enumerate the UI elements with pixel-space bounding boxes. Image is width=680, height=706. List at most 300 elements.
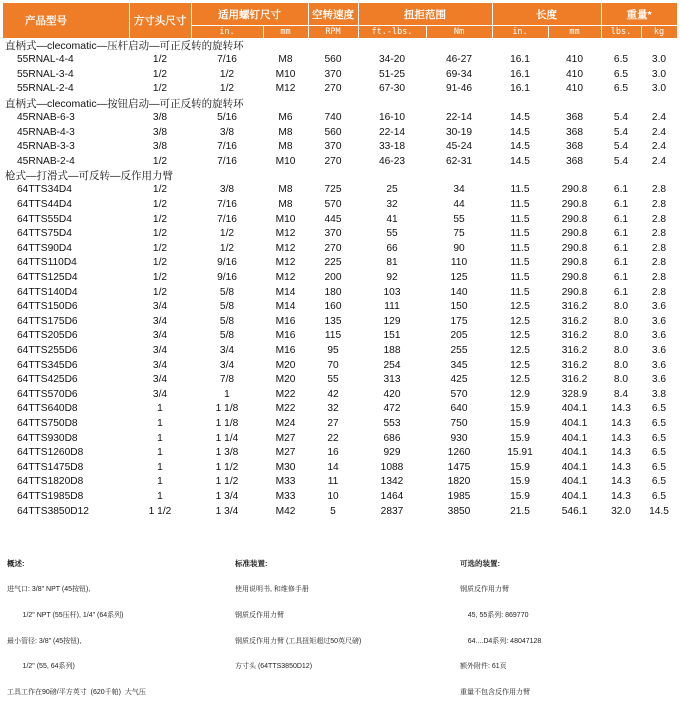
table-row [3, 446, 677, 461]
length-mm-cell: 290.8 [561, 199, 588, 211]
notes-line: 最小管径: 3/8" (45按钮), [7, 637, 82, 645]
square-drive-cell: 1/2 [152, 272, 168, 284]
bolt-in-cell: 1/2 [219, 83, 235, 95]
model-cell: 64TTS175D6 [17, 315, 78, 327]
bolt-mm-cell: M12 [275, 242, 296, 254]
speed-cell: 14 [327, 461, 339, 473]
square-drive-cell: 3/4 [152, 344, 168, 356]
torque-nm-cell: 750 [450, 417, 468, 429]
model-cell: 55RNAL-3-4 [17, 68, 74, 80]
table-row [3, 402, 677, 417]
notes-line: 钢质反作用力臂 [235, 611, 284, 619]
bolt-in-cell: 3/4 [219, 359, 235, 371]
model-cell: 55RNAL-2-4 [17, 83, 74, 95]
table-row [3, 227, 677, 242]
square-drive-cell: 1/2 [152, 242, 168, 254]
weight-kg-cell: 2.4 [651, 126, 667, 138]
table-row [3, 387, 677, 402]
notes-optional [460, 543, 541, 706]
weight-kg-cell: 2.8 [651, 272, 667, 284]
table-row [3, 198, 677, 213]
square-drive-cell: 3/8 [152, 141, 168, 153]
length-mm-cell: 410 [566, 83, 583, 95]
model-cell: 64TTS750D8 [17, 417, 78, 429]
length-mm-cell: 546.1 [561, 505, 588, 517]
speed-cell: 270 [324, 83, 342, 95]
bolt-mm-cell: M14 [275, 301, 296, 313]
speed-cell: 115 [324, 330, 342, 342]
speed-cell: 95 [327, 344, 339, 356]
weight-kg-cell: 3.0 [651, 54, 667, 66]
square-drive-cell: 1 [157, 403, 163, 415]
bolt-in-cell: 1 3/8 [215, 447, 239, 459]
weight-lbs-cell: 6.1 [613, 213, 629, 225]
speed-cell: 370 [324, 228, 342, 240]
square-drive-cell: 3/8 [152, 126, 168, 138]
bolt-in-cell: 9/16 [217, 272, 237, 284]
bolt-mm-cell: M12 [275, 228, 296, 240]
torque-ftlbs-cell: 81 [386, 257, 398, 269]
header-model: 产品型号 [3, 3, 129, 39]
bolt-mm-cell: M16 [275, 330, 296, 342]
bolt-mm-cell: M20 [275, 374, 296, 386]
bolt-mm-cell: M6 [278, 112, 293, 124]
torque-ftlbs-cell: 2837 [380, 505, 404, 517]
bolt-in-cell: 5/16 [217, 112, 237, 124]
bolt-in-cell: 7/16 [217, 141, 237, 153]
torque-ftlbs-cell: 46-23 [378, 155, 406, 167]
length-mm-cell: 404.1 [561, 461, 588, 473]
bolt-in-cell: 1/2 [219, 228, 235, 240]
table-row [3, 125, 677, 140]
section-title: 直柄式—clecomatic—按钮启动—可正反转的旋转环 [5, 97, 244, 110]
bolt-mm-cell: M12 [275, 272, 296, 284]
weight-lbs-cell: 8.0 [613, 315, 629, 327]
square-drive-cell: 1/2 [152, 257, 168, 269]
table-row [3, 460, 677, 475]
torque-ftlbs-cell: 67-30 [378, 83, 406, 95]
length-in-cell: 15.9 [510, 490, 530, 502]
square-drive-cell: 1 1/2 [148, 505, 172, 517]
square-drive-cell: 1/2 [152, 68, 168, 80]
bolt-mm-cell: M16 [275, 344, 296, 356]
bolt-in-cell: 9/16 [217, 257, 237, 269]
table-row [3, 490, 677, 505]
torque-ftlbs-cell: 129 [383, 315, 401, 327]
bolt-in-cell: 1 1/8 [215, 403, 239, 415]
bolt-in-cell: 1 1/4 [215, 432, 239, 444]
weight-kg-cell: 6.5 [651, 417, 667, 429]
weight-kg-cell: 2.8 [651, 286, 667, 298]
bolt-mm-cell: M8 [278, 184, 293, 196]
weight-kg-cell: 2.8 [651, 242, 667, 254]
model-cell: 64TTS930D8 [17, 432, 78, 444]
weight-lbs-cell: 14.3 [611, 476, 631, 488]
bolt-in-cell: 1 3/4 [215, 490, 239, 502]
square-drive-cell: 1 [157, 461, 163, 473]
length-mm-cell: 316.2 [561, 344, 588, 356]
model-cell: 45RNAB-4-3 [17, 126, 75, 138]
torque-ftlbs-cell: 254 [383, 359, 401, 371]
speed-cell: 55 [327, 374, 339, 386]
speed-cell: 22 [327, 432, 339, 444]
weight-kg-cell: 6.5 [651, 490, 667, 502]
length-mm-cell: 404.1 [561, 417, 588, 429]
weight-kg-cell: 3.6 [651, 374, 667, 386]
bolt-in-cell: 5/8 [219, 286, 235, 298]
bolt-in-cell: 5/8 [219, 301, 235, 313]
speed-cell: 70 [327, 359, 339, 371]
torque-ftlbs-cell: 188 [383, 344, 401, 356]
length-mm-cell: 290.8 [561, 184, 588, 196]
model-cell: 64TTS640D8 [17, 403, 78, 415]
bolt-in-cell: 3/8 [219, 184, 235, 196]
speed-cell: 270 [324, 242, 342, 254]
bolt-mm-cell: M22 [275, 388, 296, 400]
weight-lbs-cell: 14.3 [611, 432, 631, 444]
speed-cell: 445 [324, 213, 342, 225]
torque-nm-cell: 255 [450, 344, 468, 356]
notes-standard-title: 标准装置: [235, 559, 268, 569]
torque-nm-cell: 55 [453, 213, 465, 225]
header-free-speed: 空转速度 [308, 3, 358, 26]
weight-kg-cell: 2.8 [651, 257, 667, 269]
weight-kg-cell: 2.8 [651, 199, 667, 211]
notes-optional-title: 可选的装置: [460, 559, 500, 569]
model-cell: 64TTS255D6 [17, 344, 78, 356]
speed-cell: 560 [324, 54, 342, 66]
weight-lbs-cell: 14.3 [611, 403, 631, 415]
bolt-mm-cell: M12 [275, 257, 296, 269]
torque-nm-cell: 175 [450, 315, 468, 327]
torque-nm-cell: 34 [453, 184, 465, 196]
weight-lbs-cell: 6.1 [613, 184, 629, 196]
length-in-cell: 11.5 [510, 199, 530, 211]
header-length: 长度 [492, 3, 601, 26]
notes-line: 方寸头 (64TTS3850D12) [235, 663, 313, 671]
torque-ftlbs-cell: 1464 [380, 490, 404, 502]
length-mm-cell: 290.8 [561, 242, 588, 254]
length-in-cell: 11.5 [510, 228, 530, 240]
weight-lbs-cell: 5.4 [613, 126, 629, 138]
model-cell: 64TTS55D4 [17, 213, 72, 225]
weight-lbs-cell: 6.1 [613, 242, 629, 254]
model-cell: 45RNAB-3-3 [17, 141, 75, 153]
table-row [3, 329, 677, 344]
weight-kg-cell: 6.5 [651, 461, 667, 473]
model-cell: 64TTS150D6 [17, 301, 78, 313]
weight-lbs-cell: 6.1 [613, 286, 629, 298]
notes-line: 钢质反作用力臂 (工具扭矩超过50英尺磅) [235, 637, 362, 645]
model-cell: 64TTS44D4 [17, 199, 72, 211]
model-cell: 64TTS570D6 [17, 388, 78, 400]
torque-ftlbs-cell: 16-10 [378, 112, 406, 124]
weight-kg-cell: 6.5 [651, 432, 667, 444]
speed-cell: 180 [324, 286, 342, 298]
square-drive-cell: 1/2 [152, 213, 168, 225]
unit-speed-rpm: RPM [308, 26, 358, 39]
length-in-cell: 12.5 [510, 330, 530, 342]
torque-ftlbs-cell: 111 [384, 301, 400, 313]
notes-overview-title: 概述: [7, 559, 25, 569]
speed-cell: 5 [330, 505, 336, 517]
length-in-cell: 11.5 [510, 213, 530, 225]
length-mm-cell: 368 [566, 155, 583, 167]
bolt-mm-cell: M10 [275, 213, 296, 225]
bolt-in-cell: 1 1/2 [215, 461, 239, 473]
speed-cell: 270 [324, 155, 342, 167]
notes-line: 进气口: 3/8" NPT (45按钮), [7, 585, 91, 593]
section-header-row [3, 97, 677, 111]
torque-nm-cell: 30-19 [445, 126, 473, 138]
torque-nm-cell: 205 [450, 330, 468, 342]
torque-nm-cell: 1475 [447, 461, 471, 473]
bolt-mm-cell: M30 [275, 461, 296, 473]
weight-lbs-cell: 6.5 [613, 54, 629, 66]
torque-nm-cell: 69-34 [445, 68, 473, 80]
weight-lbs-cell: 8.0 [613, 330, 629, 342]
notes-line: 1/2" (55, 64系列) [7, 663, 75, 671]
speed-cell: 11 [327, 476, 339, 488]
length-in-cell: 12.5 [510, 374, 530, 386]
notes-line: 重量不包含反作用力臂 [460, 689, 530, 697]
length-mm-cell: 368 [566, 112, 583, 124]
torque-ftlbs-cell: 929 [383, 447, 401, 459]
length-in-cell: 12.5 [510, 359, 530, 371]
bolt-in-cell: 1 1/2 [215, 476, 239, 488]
header-weight: 重量* [601, 3, 677, 26]
model-cell: 64TTS125D4 [17, 272, 78, 284]
model-cell: 64TTS1985D8 [17, 490, 84, 502]
length-mm-cell: 290.8 [561, 272, 588, 284]
length-in-cell: 15.9 [510, 403, 530, 415]
torque-nm-cell: 930 [450, 432, 468, 444]
length-mm-cell: 290.8 [561, 286, 588, 298]
table-row [3, 504, 677, 519]
length-in-cell: 14.5 [510, 112, 530, 124]
speed-cell: 370 [324, 68, 342, 80]
weight-kg-cell: 2.8 [651, 228, 667, 240]
square-drive-cell: 1/2 [152, 199, 168, 211]
weight-lbs-cell: 6.1 [613, 199, 629, 211]
torque-ftlbs-cell: 51-25 [378, 68, 406, 80]
unit-length-mm: mm [548, 26, 601, 39]
length-mm-cell: 368 [566, 141, 583, 153]
table-row [3, 271, 677, 286]
table-row [3, 82, 677, 97]
weight-lbs-cell: 6.5 [613, 68, 629, 80]
torque-nm-cell: 640 [450, 403, 468, 415]
square-drive-cell: 1/2 [152, 228, 168, 240]
speed-cell: 725 [324, 184, 342, 196]
torque-nm-cell: 3850 [447, 505, 471, 517]
length-mm-cell: 368 [566, 126, 583, 138]
bolt-mm-cell: M16 [275, 315, 296, 327]
weight-kg-cell: 14.5 [649, 505, 669, 517]
speed-cell: 740 [324, 112, 342, 124]
bolt-mm-cell: M33 [275, 490, 296, 502]
length-in-cell: 12.5 [510, 344, 530, 356]
weight-kg-cell: 3.6 [651, 359, 667, 371]
length-in-cell: 16.1 [510, 68, 530, 80]
bolt-in-cell: 1/2 [219, 242, 235, 254]
length-mm-cell: 410 [566, 68, 583, 80]
bolt-mm-cell: M10 [275, 155, 296, 167]
square-drive-cell: 1/2 [152, 286, 168, 298]
torque-ftlbs-cell: 313 [383, 374, 401, 386]
length-mm-cell: 404.1 [561, 447, 588, 459]
specification-table [3, 3, 678, 519]
torque-nm-cell: 90 [453, 242, 465, 254]
torque-nm-cell: 75 [453, 228, 465, 240]
bolt-mm-cell: M42 [275, 505, 296, 517]
weight-lbs-cell: 8.0 [613, 359, 629, 371]
table-row [3, 212, 677, 227]
unit-bolt-in: in. [191, 26, 263, 39]
weight-lbs-cell: 6.1 [613, 257, 629, 269]
length-in-cell: 14.5 [510, 141, 530, 153]
length-mm-cell: 316.2 [561, 301, 588, 313]
torque-nm-cell: 570 [450, 388, 468, 400]
bolt-mm-cell: M8 [278, 141, 293, 153]
torque-nm-cell: 62-31 [445, 155, 473, 167]
torque-ftlbs-cell: 34-20 [378, 54, 406, 66]
weight-kg-cell: 2.4 [651, 112, 667, 124]
weight-lbs-cell: 5.4 [613, 141, 629, 153]
torque-nm-cell: 110 [450, 257, 468, 269]
weight-kg-cell: 2.4 [651, 155, 667, 167]
square-drive-cell: 3/4 [152, 301, 168, 313]
bolt-mm-cell: M12 [275, 83, 296, 95]
torque-ftlbs-cell: 420 [383, 388, 401, 400]
length-mm-cell: 404.1 [561, 490, 588, 502]
table-row [3, 111, 677, 126]
notes-overview [7, 543, 146, 706]
speed-cell: 135 [324, 315, 342, 327]
model-cell: 64TTS425D6 [17, 374, 78, 386]
bolt-mm-cell: M20 [275, 359, 296, 371]
section-title: 直柄式—clecomatic—压杆启动—可正反转的旋转环 [5, 40, 244, 52]
table-row [3, 53, 677, 68]
square-drive-cell: 1 [157, 476, 163, 488]
table-row [3, 300, 677, 315]
weight-lbs-cell: 14.3 [611, 447, 631, 459]
square-drive-cell: 1/2 [152, 83, 168, 95]
length-in-cell: 15.9 [510, 417, 530, 429]
model-cell: 64TTS3850D12 [17, 505, 89, 517]
bolt-mm-cell: M10 [275, 68, 296, 80]
torque-nm-cell: 44 [453, 199, 465, 211]
torque-nm-cell: 91-46 [445, 83, 473, 95]
speed-cell: 42 [327, 388, 339, 400]
torque-ftlbs-cell: 33-18 [378, 141, 406, 153]
notes-line: 45, 55系列: 869770 [460, 611, 529, 619]
unit-weight-lbs: lbs. [601, 26, 641, 39]
section-title: 枪式—打滑式—可反转—反作用力臂 [5, 170, 173, 183]
torque-ftlbs-cell: 472 [383, 403, 401, 415]
weight-lbs-cell: 5.4 [613, 155, 629, 167]
length-in-cell: 12.9 [510, 388, 530, 400]
square-drive-cell: 3/4 [152, 359, 168, 371]
bolt-in-cell: 7/16 [217, 199, 237, 211]
torque-ftlbs-cell: 66 [386, 242, 398, 254]
square-drive-cell: 1 [157, 417, 163, 429]
unit-torque-nm: Nm [426, 26, 492, 39]
bolt-in-cell: 7/8 [219, 374, 235, 386]
length-mm-cell: 404.1 [561, 432, 588, 444]
length-mm-cell: 316.2 [561, 374, 588, 386]
section-header-row [3, 39, 677, 54]
notes-line: 64....D4系列: 48047128 [460, 637, 542, 645]
weight-kg-cell: 3.6 [651, 330, 667, 342]
bolt-mm-cell: M8 [278, 54, 293, 66]
length-in-cell: 11.5 [510, 242, 530, 254]
speed-cell: 560 [324, 126, 342, 138]
weight-lbs-cell: 6.5 [613, 83, 629, 95]
header-bolt-size: 适用螺钉尺寸 [191, 3, 308, 26]
torque-ftlbs-cell: 103 [383, 286, 401, 298]
weight-kg-cell: 3.0 [651, 68, 667, 80]
torque-nm-cell: 1820 [447, 476, 471, 488]
length-in-cell: 12.5 [510, 315, 530, 327]
square-drive-cell: 3/4 [152, 330, 168, 342]
weight-lbs-cell: 5.4 [613, 112, 629, 124]
torque-ftlbs-cell: 1088 [380, 461, 404, 473]
torque-ftlbs-cell: 151 [383, 330, 401, 342]
model-cell: 64TTS205D6 [17, 330, 78, 342]
torque-nm-cell: 425 [450, 374, 468, 386]
speed-cell: 32 [327, 403, 339, 415]
bolt-in-cell: 7/16 [217, 213, 237, 225]
square-drive-cell: 1 [157, 447, 163, 459]
torque-nm-cell: 140 [450, 286, 468, 298]
speed-cell: 370 [324, 141, 342, 153]
length-in-cell: 14.5 [510, 126, 530, 138]
table-row [3, 140, 677, 155]
bolt-in-cell: 5/8 [219, 315, 235, 327]
square-drive-cell: 1 [157, 432, 163, 444]
bolt-mm-cell: M33 [275, 476, 296, 488]
square-drive-cell: 3/4 [152, 388, 168, 400]
torque-nm-cell: 125 [450, 272, 468, 284]
notes-line: 钢质反作用力臂 [460, 585, 509, 593]
table-row [3, 242, 677, 257]
torque-nm-cell: 1260 [447, 447, 471, 459]
table-row [3, 315, 677, 330]
weight-kg-cell: 2.8 [651, 213, 667, 225]
torque-ftlbs-cell: 25 [386, 184, 398, 196]
unit-length-in: in. [492, 26, 548, 39]
unit-torque-ftlbs: ft.-lbs. [358, 26, 426, 39]
square-drive-cell: 1 [157, 490, 163, 502]
model-cell: 64TTS75D4 [17, 228, 72, 240]
torque-nm-cell: 150 [450, 301, 468, 313]
length-mm-cell: 316.2 [561, 330, 588, 342]
length-mm-cell: 404.1 [561, 403, 588, 415]
table-row [3, 358, 677, 373]
length-in-cell: 15.9 [510, 476, 530, 488]
weight-lbs-cell: 8.0 [613, 374, 629, 386]
length-mm-cell: 290.8 [561, 213, 588, 225]
square-drive-cell: 1/2 [152, 184, 168, 196]
table-row [3, 183, 677, 198]
model-cell: 64TTS1260D8 [17, 447, 84, 459]
model-cell: 64TTS110D4 [17, 257, 77, 269]
length-mm-cell: 290.8 [561, 257, 588, 269]
weight-kg-cell: 3.6 [651, 315, 667, 327]
length-mm-cell: 328.9 [561, 388, 588, 400]
weight-kg-cell: 3.8 [651, 388, 667, 400]
